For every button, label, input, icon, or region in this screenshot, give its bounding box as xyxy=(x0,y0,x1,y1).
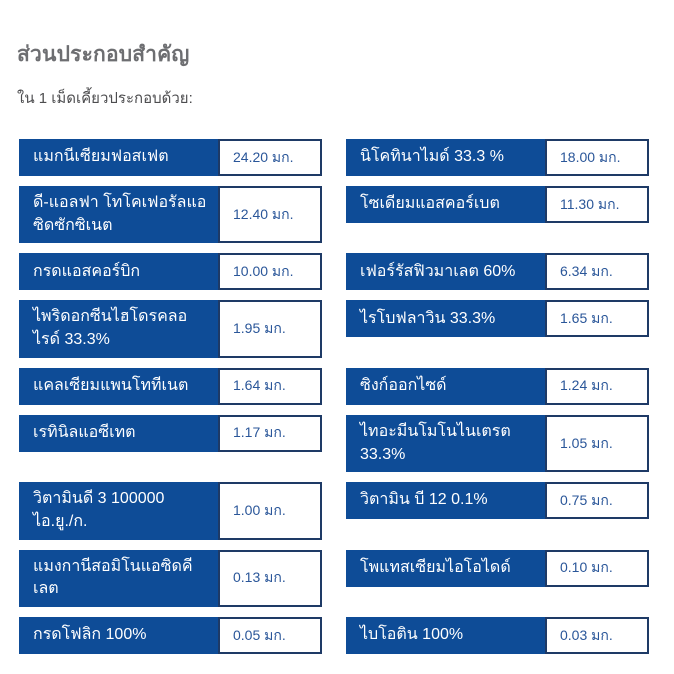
ingredient-name: นิโคทินาไมด์ 33.3 % xyxy=(346,139,545,176)
ingredient-row-right-5 xyxy=(346,368,649,405)
ingredient-row-left-7 xyxy=(19,482,322,539)
ingredient-row-left-4 xyxy=(19,300,322,357)
ingredient-row-right-8 xyxy=(346,550,649,587)
ingredient-amount: 0.10 มก. xyxy=(545,550,649,587)
ingredient-name: กรดโฟลิก 100% xyxy=(19,617,218,654)
ingredient-row-left-9 xyxy=(19,617,322,654)
ingredient-row-left-3 xyxy=(19,253,322,290)
ingredient-name: ดี-แอลฟา โทโคเฟอรัลแอซิดซักซิเนต xyxy=(19,186,218,243)
ingredient-row-left-1 xyxy=(19,139,322,176)
ingredient-row-left-5 xyxy=(19,368,322,405)
ingredient-row-right-3 xyxy=(346,253,649,290)
ingredient-row-right-9 xyxy=(346,617,649,654)
ingredient-amount: 0.75 มก. xyxy=(545,482,649,519)
ingredient-amount: 24.20 มก. xyxy=(218,139,322,176)
ingredient-amount: 1.95 มก. xyxy=(218,300,322,357)
page-title: ส่วนประกอบสำคัญ xyxy=(17,43,190,66)
ingredient-name: โซเดียมแอสคอร์เบต xyxy=(346,186,545,223)
ingredient-row-right-4 xyxy=(346,300,649,337)
ingredient-name: ไพริดอกซีนไฮโดรคลอไรด์ 33.3% xyxy=(19,300,218,357)
ingredient-name: กรดแอสคอร์บิก xyxy=(19,253,218,290)
ingredient-row-right-1 xyxy=(346,139,649,176)
ingredient-amount: 1.64 มก. xyxy=(218,368,322,405)
ingredient-amount: 1.05 มก. xyxy=(545,415,649,472)
ingredient-amount: 18.00 มก. xyxy=(545,139,649,176)
ingredient-row-right-6 xyxy=(346,415,649,472)
ingredient-row-left-8 xyxy=(19,550,322,607)
ingredient-name: โพแทสเซียมไอโอไดด์ xyxy=(346,550,545,587)
ingredient-amount: 1.00 มก. xyxy=(218,482,322,539)
ingredient-name: ไบโอติน 100% xyxy=(346,617,545,654)
ingredient-amount: 0.05 มก. xyxy=(218,617,322,654)
ingredient-amount: 11.30 มก. xyxy=(545,186,649,223)
ingredient-row-left-2 xyxy=(19,186,322,243)
ingredient-name: วิตามินดี 3 100000 ไอ.ยู./ก. xyxy=(19,482,218,539)
ingredient-amount: 10.00 มก. xyxy=(218,253,322,290)
ingredient-amount: 12.40 มก. xyxy=(218,186,322,243)
ingredient-name: แมกนีเซียมฟอสเฟต xyxy=(19,139,218,176)
ingredient-name: แคลเซียมแพนโททีเนต xyxy=(19,368,218,405)
ingredient-amount: 0.13 มก. xyxy=(218,550,322,607)
ingredient-name: ไรโบฟลาวิน 33.3% xyxy=(346,300,545,337)
ingredient-amount: 6.34 มก. xyxy=(545,253,649,290)
ingredient-name: เฟอร์รัสฟิวมาเลต 60% xyxy=(346,253,545,290)
ingredient-row-right-7 xyxy=(346,482,649,519)
ingredient-name: แมงกานีสอมิโนแอซิดคีเลต xyxy=(19,550,218,607)
ingredient-name: วิตามิน บี 12 0.1% xyxy=(346,482,545,519)
ingredient-row-right-2 xyxy=(346,186,649,223)
ingredient-name: เรทินิลแอซีเทต xyxy=(19,415,218,452)
ingredients-grid xyxy=(19,139,654,654)
ingredient-amount: 1.65 มก. xyxy=(545,300,649,337)
page-subtitle: ใน 1 เม็ดเคี้ยวประกอบด้วย: xyxy=(17,90,193,107)
ingredient-name: ไทอะมีนโมโนไนเตรต 33.3% xyxy=(346,415,545,472)
ingredient-amount: 1.17 มก. xyxy=(218,415,322,452)
ingredient-amount: 0.03 มก. xyxy=(545,617,649,654)
ingredient-amount: 1.24 มก. xyxy=(545,368,649,405)
ingredient-name: ซิงก์ออกไซด์ xyxy=(346,368,545,405)
ingredient-row-left-6 xyxy=(19,415,322,452)
